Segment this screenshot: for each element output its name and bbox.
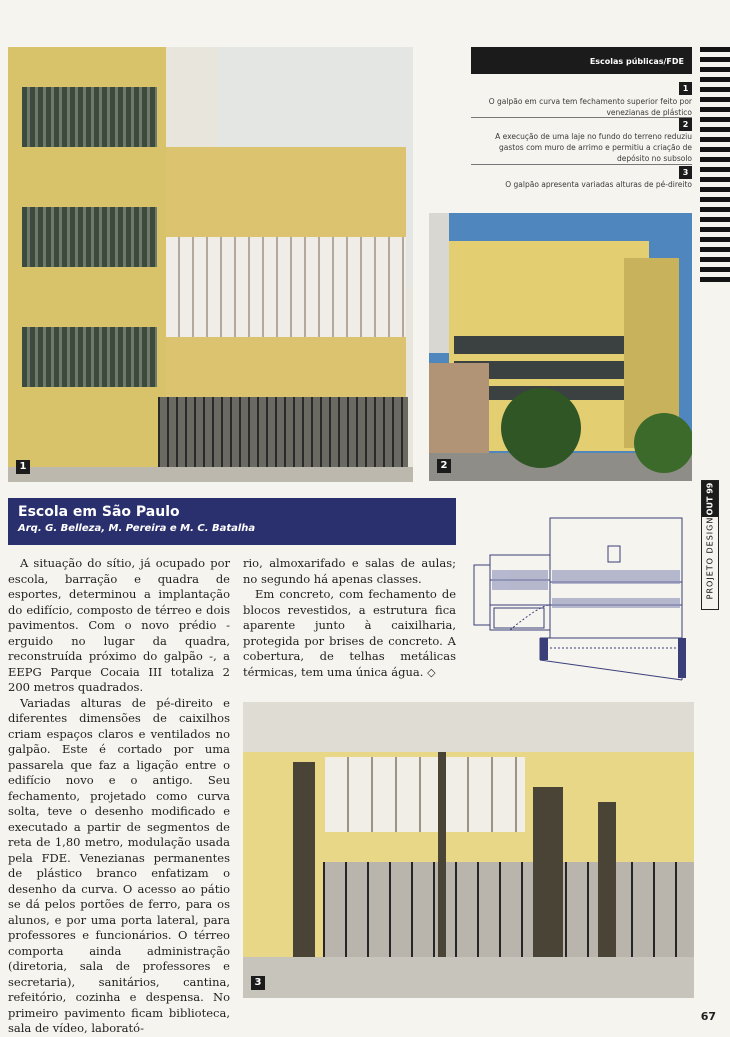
photo-3-galpao-interior [243, 702, 694, 998]
caption-3-text: O galpão apresenta variadas alturas de pé-direito [505, 180, 692, 189]
article-column-1 [8, 556, 230, 1037]
caption-1-number: 1 [679, 82, 692, 95]
caption-3-number: 3 [679, 166, 692, 179]
caption-divider [471, 117, 692, 118]
section-tag: Escolas públicas/FDE [471, 47, 692, 74]
paragraph: rio, almoxarifado e salas de aulas; no segundo há apenas classes. [243, 556, 456, 586]
decorative-stripe-bar [700, 47, 730, 285]
end-mark-icon: ◇ [427, 665, 436, 679]
paragraph: A situação do sítio, já ocupado por escola, barração e quadra de esportes, determinou a implantação do edifício, composto de térreo e dois pavimentos. Com o novo prédio - erguido no lugar da quadra, reconstruída próximo do galpão -, a EEPG Parque Cocaia III totaliza 2 200 metros quadrados. [8, 556, 230, 694]
caption-1-text: O galpão em curva tem fechamento superior feito por venezianas de plástico [488, 97, 692, 117]
elevation-drawing [470, 510, 692, 685]
article-title: Escola em São Paulo [18, 504, 180, 520]
caption-divider [471, 164, 692, 165]
photo-2-school-exterior [429, 213, 692, 481]
article-column-2 [243, 556, 456, 680]
article-title-banner [8, 498, 456, 545]
caption-2-number: 2 [679, 118, 692, 131]
photo-3-number: 3 [251, 976, 265, 990]
photo-2-number: 2 [437, 459, 451, 473]
magazine-label [701, 480, 719, 610]
caption-2-text: A execução de uma laje no fundo do terreno reduziu gastos com muro de arrimo e permitiu a criação de depósito no subsolo [495, 132, 692, 163]
photo-1-school-facade [8, 47, 413, 482]
paragraph: Variadas alturas de pé-direito e diferentes dimensões de caixilhos criam espaços claros e ventilados no galpão. Este é cortado por uma passarela que faz a ligação entre o edifício novo e o antigo. Seu fechamento, projetado como curva solta, teve o desenho modificado e executado a partir de segmentos de reta de 1,80 metro, modulação usada pela FDE. Venezianas permanentes de plástico branco enfatizam o desenho da curva. O acesso ao pátio se dá pelos portões de ferro, para os alunos, e por uma porta lateral, para professores e funcionários. O térreo comporta ainda administração (diretoria, sala de professores e secretaria), sanitários, cantina, refeitório, cozinha e despensa. No primeiro pavimento ficam biblioteca, sala de vídeo, laborató- [8, 695, 230, 1035]
issue-label: OUT 99 [705, 482, 715, 516]
paragraph-text: Em concreto, com fechamento de blocos revestidos, a estrutura fica aparente junto à caixilharia, protegida por brises de concreto. A cobertura, de telhas metálicas térmicas, tem uma única água. [243, 587, 456, 679]
photo-1-number: 1 [16, 460, 30, 474]
page-number: 67 [700, 1010, 716, 1023]
magazine-name: PROJETO DESIGN [705, 516, 715, 600]
article-authors: Arq. G. Belleza, M. Pereira e M. C. Batalha [18, 523, 256, 534]
paragraph [243, 587, 456, 680]
